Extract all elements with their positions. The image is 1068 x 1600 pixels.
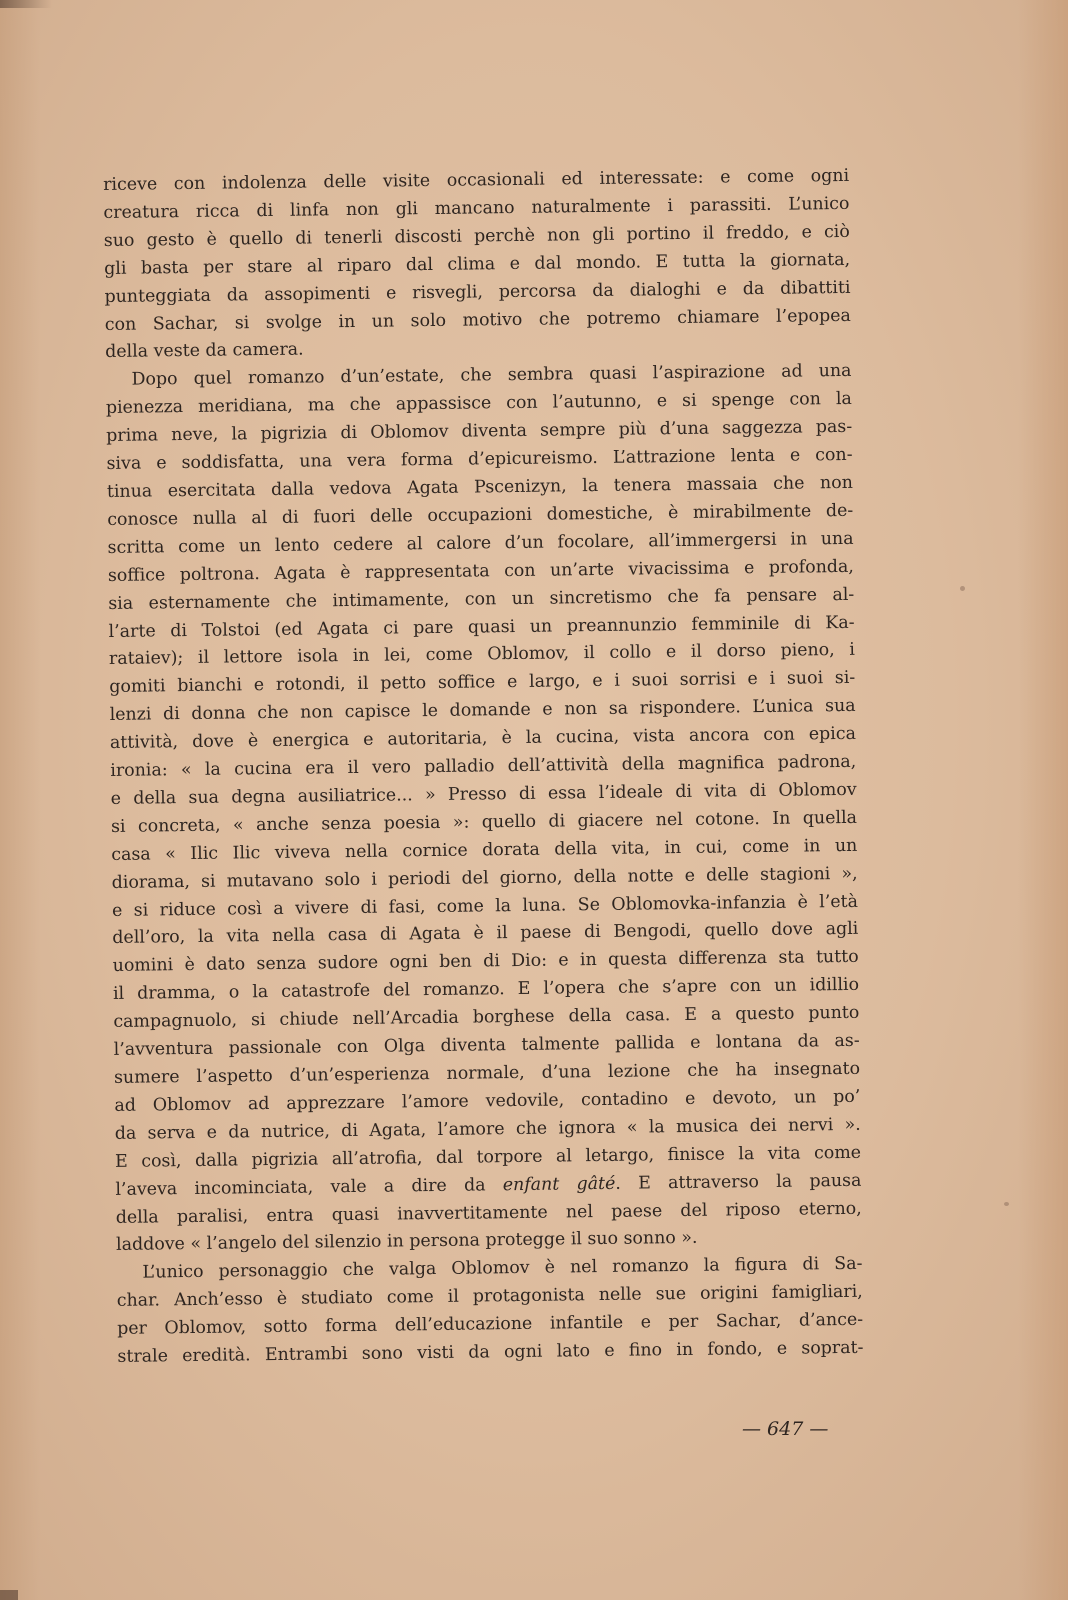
text-line: si concreta, « anche senza poesia »: quello di giacere nel cotone. In quella (110, 807, 858, 837)
text-line: e della sua degna ausiliatrice... » Presso di essa l’ideale di vita di Oblomov (110, 779, 857, 809)
text-line: scritta come un lento cedere al calore d’un focolare, all’immergersi in una (107, 528, 854, 558)
text-line: uomini è dato senza sudore ogni ben di Dio: e in questa differenza sta tutto (112, 947, 859, 977)
corner-mark (0, 0, 52, 8)
text-line: creatura ricca di linfa non gli mancano naturalmente i parassiti. L’unico (103, 193, 850, 223)
text-line: l’arte di Tolstoi (ed Agata ci pare quasi un preannunzio femminile di Ka- (108, 612, 855, 642)
bottom-mark (0, 1590, 18, 1600)
text-line: con Sachar, si svolge in un solo motivo che potremo chiamare l’epopea (104, 305, 851, 335)
text-line: char. Anch’esso è studiato come il protagonista nelle sue origini famigliari, (116, 1282, 863, 1312)
text-line: campagnuolo, si chiude nell’Arcadia borghese della casa. E a questo punto (113, 1003, 860, 1033)
text-line: sumere l’aspetto d’un’esperienza normale, d’una lezione che ha insegnato (113, 1058, 861, 1088)
text-line: l’avventura passionale con Olga diventa talmente pallida e lontana da as- (113, 1030, 860, 1061)
text-line: casa « Ilic Ilic viveva nella cornice dorata della vita, in cui, come in un (111, 835, 858, 865)
text-line: siva e soddisfatta, una vera forma d’epicureismo. L’attrazione lenta e con- (106, 444, 853, 475)
text-line: laddove « l’angelo del silenzio in persona protegge il suo sonno ». (115, 1228, 698, 1256)
text-line: Dopo quel romanzo d’un’estate, che sembra quasi l’aspirazione ad una (131, 361, 852, 391)
paper-speck (960, 586, 965, 591)
text-line: strale eredità. Entrambi sono visti da ogni lato e fino in fondo, e soprat- (117, 1337, 864, 1367)
text-line: rataiev); il lettore isola in lei, come Oblomov, il collo e il dorso pieno, i (108, 640, 856, 670)
text-fragment: . E attraverso la pausa (615, 1170, 862, 1194)
text-line: e si riduce così a vivere di fasi, come la luna. Se Oblomovka-infanzia è l’età (111, 891, 859, 921)
text-line: della veste da camera. (105, 340, 304, 363)
text-line: ad Oblomov ad apprezzare l’amore vedovile, contadino e devoto, un po’ (114, 1086, 861, 1116)
text-line: pienezza meridiana, ma che appassisce con l’autunno, e si spenge con la (105, 389, 852, 419)
page-number: — 647 — (742, 1418, 829, 1440)
italic-phrase: enfant gâté (502, 1173, 616, 1195)
text-line: sia esternamente che intimamente, con un sincretismo che fa pensare al- (108, 584, 855, 614)
text-line: attività, dove è energica e autoritaria, è la cucina, vista ancora con epica (109, 723, 857, 754)
text-line: della paralisi, entra quasi inavvertitamente nel paese del riposo eterno, (115, 1198, 862, 1228)
text-line: il dramma, o la catastrofe del romanzo. E l’opera che s’apre con un idillio (112, 975, 860, 1005)
text-line: E così, dalla pigrizia all’atrofia, dal torpore al letargo, finisce la vita come (114, 1142, 862, 1172)
page-shadow-right (1018, 0, 1068, 1600)
text-line: diorama, si mutavano solo i periodi del giorno, della notte e delle stagioni », (111, 863, 858, 893)
text-line: lenzi di donna che non capisce le domande e non sa rispondere. L’unica sua (109, 696, 856, 726)
paper-speck (1004, 1202, 1009, 1206)
text-line: gomiti bianchi e rotondi, il petto soffice e largo, e i suoi sorrisi e i suoi si- (109, 668, 856, 698)
text-line: L’unico personaggio che valga Oblomov è nel romanzo la figura di Sa- (142, 1254, 863, 1283)
text-line: conosce nulla al di fuori delle occupazioni domestiche, è mirabilmente de- (107, 500, 854, 530)
text-line: per Oblomov, sotto forma dell’educazione infantile e per Sachar, d’ance- (117, 1309, 864, 1340)
text-line: dell’oro, la vita nella casa di Agata è il paese di Bengodi, quello dove agli (112, 919, 859, 949)
text-line: tinua esercitata dalla vedova Agata Pscenizyn, la tenera massaia che non (106, 472, 853, 502)
page-shadow-left (0, 0, 40, 1600)
text-line: ironia: « la cucina era il vero palladio dell’attività della magnifica padrona, (110, 751, 857, 781)
text-line: soffice poltrona. Agata è rappresentata con un’arte vivacissima e profonda, (107, 556, 854, 586)
text-line: da serva e da nutrice, di Agata, l’amore che ignora « la musica dei nervi ». (114, 1114, 861, 1144)
text-line: gli basta per stare al riparo dal clima e dal mondo. E tutta la giornata, (104, 249, 851, 279)
text-line: riceve con indolenza delle visite occasionali ed interessate: e come ogni (103, 165, 850, 195)
text-line: punteggiata da assopimenti e risvegli, percorsa da dialoghi e da dibattiti (104, 277, 851, 307)
text-line: suo gesto è quello di tenerli discosti perchè non gli portino il freddo, e ciò (103, 221, 850, 251)
text-line: prima neve, la pigrizia di Oblomov diventa sempre più d’una saggezza pas- (106, 417, 853, 447)
body-text (103, 163, 864, 1372)
text-fragment: l’aveva incominciata, vale a dire da (115, 1174, 503, 1200)
